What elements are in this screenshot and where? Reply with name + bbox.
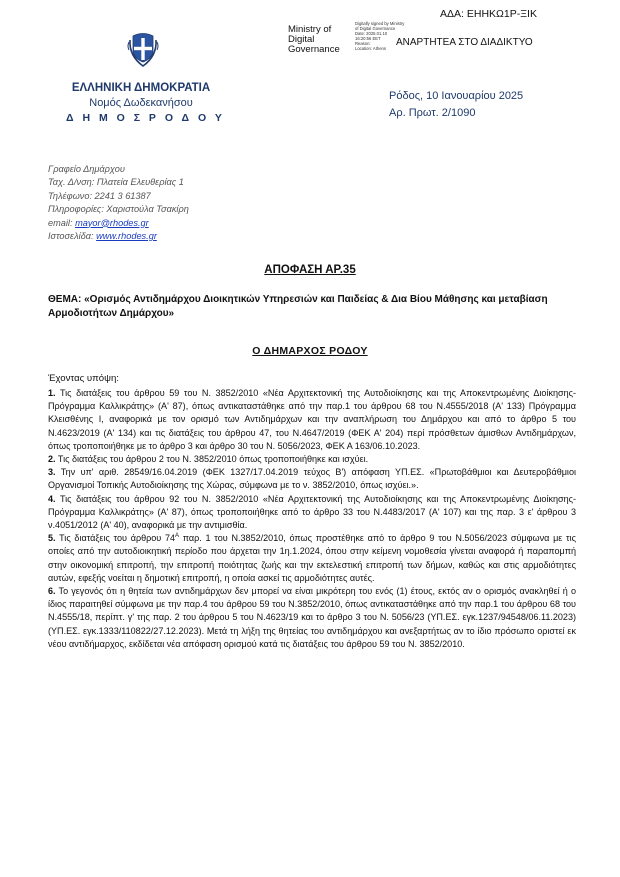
email-row (48, 217, 189, 230)
signature-detail-line: of Digital Governance (355, 26, 396, 31)
item-number: 4. (48, 493, 56, 504)
list-item (48, 493, 576, 533)
signature-detail-line: Date: 2025.01.10 (355, 31, 388, 36)
superscript-mark: Α (175, 533, 180, 540)
document-date: Ρόδος, 10 Ιανουαρίου 2025 (389, 90, 524, 102)
item-number: 2. (48, 454, 56, 465)
email-label: email: (48, 217, 76, 228)
item-text: Τις διατάξεις του άρθρου 74 (55, 533, 176, 544)
ministry-line: Ministry of (288, 24, 332, 35)
decision-title: ΑΠΟΦΑΣΗ ΑΡ.35 (264, 264, 356, 276)
republic-name: ΕΛΛΗΝΙΚΗ ΔΗΜΟΚΡΑΤΙΑ (71, 82, 211, 94)
item-text: Τις διατάξεις του άρθρου 59 του Ν. 3852/2010 «Νέα Αρχιτεκτονική της Αυτοδιοίκησης και της Αποκεντρωμένης Διοίκησης- Πρόγραμμα Καλλικράτης» (Α' 87), όπως αντικαταστάθηκε από την παρ.1 του άρθρου 68 του Ν.4555/2018 (Α' 133) Πρόγραμμα Κλεισθένης Ι, αναφορικά με τον ορισμό των Αντιδημάρχων και την αναπλήρωση του Δημάρχου και από το άρθρο 5 του Ν.4623/2019 (Α' 134) και τις διατάξεις του άρθρου 47, του Ν.4647/2019 (ΦΕΚ Α' 204) περί πρόσθετων άμισθων Αντιδημάρχων, όπως τροποποιήθηκε με το άρθρο 3 και άρθρο 30 του Ν. 5056/2023, ΦΕΚ Α 163/06.10.2023. (48, 388, 576, 451)
ada-code: ΑΔΑ: ΕΗΗΚΩ1Ρ-ΞΙΚ (440, 8, 537, 20)
item-number: 6. (48, 586, 56, 597)
website-link[interactable]: www.rhodes.gr (96, 231, 157, 242)
signature-detail-line: Digitally signed by Ministry (355, 21, 405, 26)
item-text: Το γεγονός ότι η θητεία των αντιδημάρχων δεν μπορεί να είναι μικρότερη του ενός (1) έτους, εκτός αν ο ορισμός ανακληθεί ή ο ίδιος παραιτηθεί σύμφωνα με την παρ.4 του άρθρου 59 του Ν.3852/2010, όπως αντικαταστάθηκε από την παρ.1 του άρθρου 68 του Ν.4555/18, περίπτ. γ' της παρ. 2 του άρθρου 5 του Ν.4623/19 και το άρθρο 3 του Ν. 5056/23 (ΥΠ.ΕΣ. εγκ.1237/94548/06.11.2023) (ΥΠ.ΕΣ. εγκ.1333/110822/27.12.2023). Μετά τη λήξη της θητείας του αντιδημάρχου και ανεξαρτήτως αν το ίδιο πρόσωπο οριστεί εκ νέου αντιδήμαρχος, εκδίδεται νέα απόφαση ορισμού κατά τις διατάξεις του άρθρου 59 του Ν. 3852/2010. (48, 586, 576, 649)
decision-subject: ΘΕΜΑ: «Ορισμός Αντιδημάρχου Διοικητικών Υπηρεσιών και Παιδείας & Δια Βίου Μάθησης και μεταβίαση Αρμοδιοτήτων Δημάρχου» (48, 294, 548, 319)
email-link[interactable]: mayor@rhodes.gr (75, 217, 149, 228)
signature-detail-line: Location: Athens (355, 46, 386, 51)
phone-number: Τηλέφωνο: 2241 3 61387 (48, 190, 151, 201)
list-item (48, 387, 576, 453)
signature-detail-line: Reason: (355, 41, 371, 46)
issuer-header (66, 82, 225, 124)
list-item (48, 466, 576, 492)
postal-address: Ταχ. Δ/νση: Πλατεία Ελευθερίας 1 (48, 177, 184, 188)
item-number: 5. (48, 533, 56, 544)
signature-detail-line: 16:20:56 EET (355, 36, 381, 41)
ministry-label (288, 25, 340, 55)
municipality-name: Δ Η Μ Ο Σ Ρ Ο Δ Ο Υ (66, 112, 225, 124)
posted-online-label: ΑΝΑΡΤΗΤΕΑ ΣΤΟ ΔΙΑΔΙΚΤΥΟ (396, 37, 533, 48)
contact-block (48, 163, 189, 243)
item-number: 3. (48, 467, 56, 478)
mayor-heading: Ο ΔΗΜΑΡΧΟΣ ΡΟΔΟΥ (252, 345, 368, 357)
item-text: Την υπ' αριθ. 28549/16.04.2019 (ΦΕΚ 1327/17.04.2019 τεύχος Β') απόφαση ΥΠ.ΕΣ. «Πρωτοβάθμιοι και Δευτεροβάθμιοι Οργανισμοί Τοπικής Αυτοδιοίκησης της Χώρας, σύμφωνα με το ν. 3852/2010, όπως ισχύει.». (48, 467, 576, 491)
contact-person: Πληροφορίες: Χαριστούλα Τσακίρη (48, 204, 189, 215)
item-text: παρ. 1 του Ν.3852/2010, όπως προστέθηκε από το άρθρο 9 του Ν.5056/2023 σύμφωνα με τις οποίες από την αυτοδιοικητική περίοδο που άρχεται την 1η.1.2024, όπου στην κείμενη νομοθεσία γίνεται αναφορά ή παραπομπή στην οικονομική επιτροπή, την επιτροπή ποιότητας ζωής και την εκτελεστική επιτροπή των δήμων, καθώς και στις αρμοδιότητες αυτών, εφεξής νοείται η δημοτική επιτροπή, η οποία ασκεί τις αρμοδιότητες αυτές. (48, 533, 576, 583)
website-row (48, 230, 189, 243)
considering-heading: Έχοντας υπόψη: (48, 373, 119, 384)
item-number: 1. (48, 388, 56, 398)
prefecture-name: Νομός Δωδεκανήσου (89, 97, 193, 109)
considerations-list (48, 387, 576, 651)
list-item (48, 532, 576, 585)
greek-coat-of-arms-icon (126, 30, 160, 68)
list-item (48, 453, 576, 466)
ministry-line: Digital (288, 34, 315, 45)
office-name: Γραφείο Δημάρχου (48, 164, 125, 174)
date-protocol-block (389, 88, 523, 122)
protocol-number: Αρ. Πρωτ. 2/1090 (389, 107, 476, 119)
item-text: Τις διατάξεις του άρθρου 2 του Ν. 3852/2010 όπως τροποποιήθηκε και ισχύει. (55, 454, 369, 465)
ministry-line: Governance (288, 44, 340, 55)
item-text: Τις διατάξεις του άρθρου 92 του Ν. 3852/2010 «Νέα Αρχιτεκτονική της Αυτοδιοίκησης και της Αποκεντρωμένης Διοίκησης- Πρόγραμμα Καλλικράτης» (Α' 87), όπως τροποποιήθηκε από το άρθρο 33 του Ν.4483/2017 (Α' 107) και της παρ. 3 ε' άρθρου 3 ν.4051/2012 (Α' 40), αναφορικά με την αντιμισθία. (48, 493, 576, 531)
list-item (48, 585, 576, 651)
website-label: Ιστοσελίδα: (48, 231, 97, 242)
